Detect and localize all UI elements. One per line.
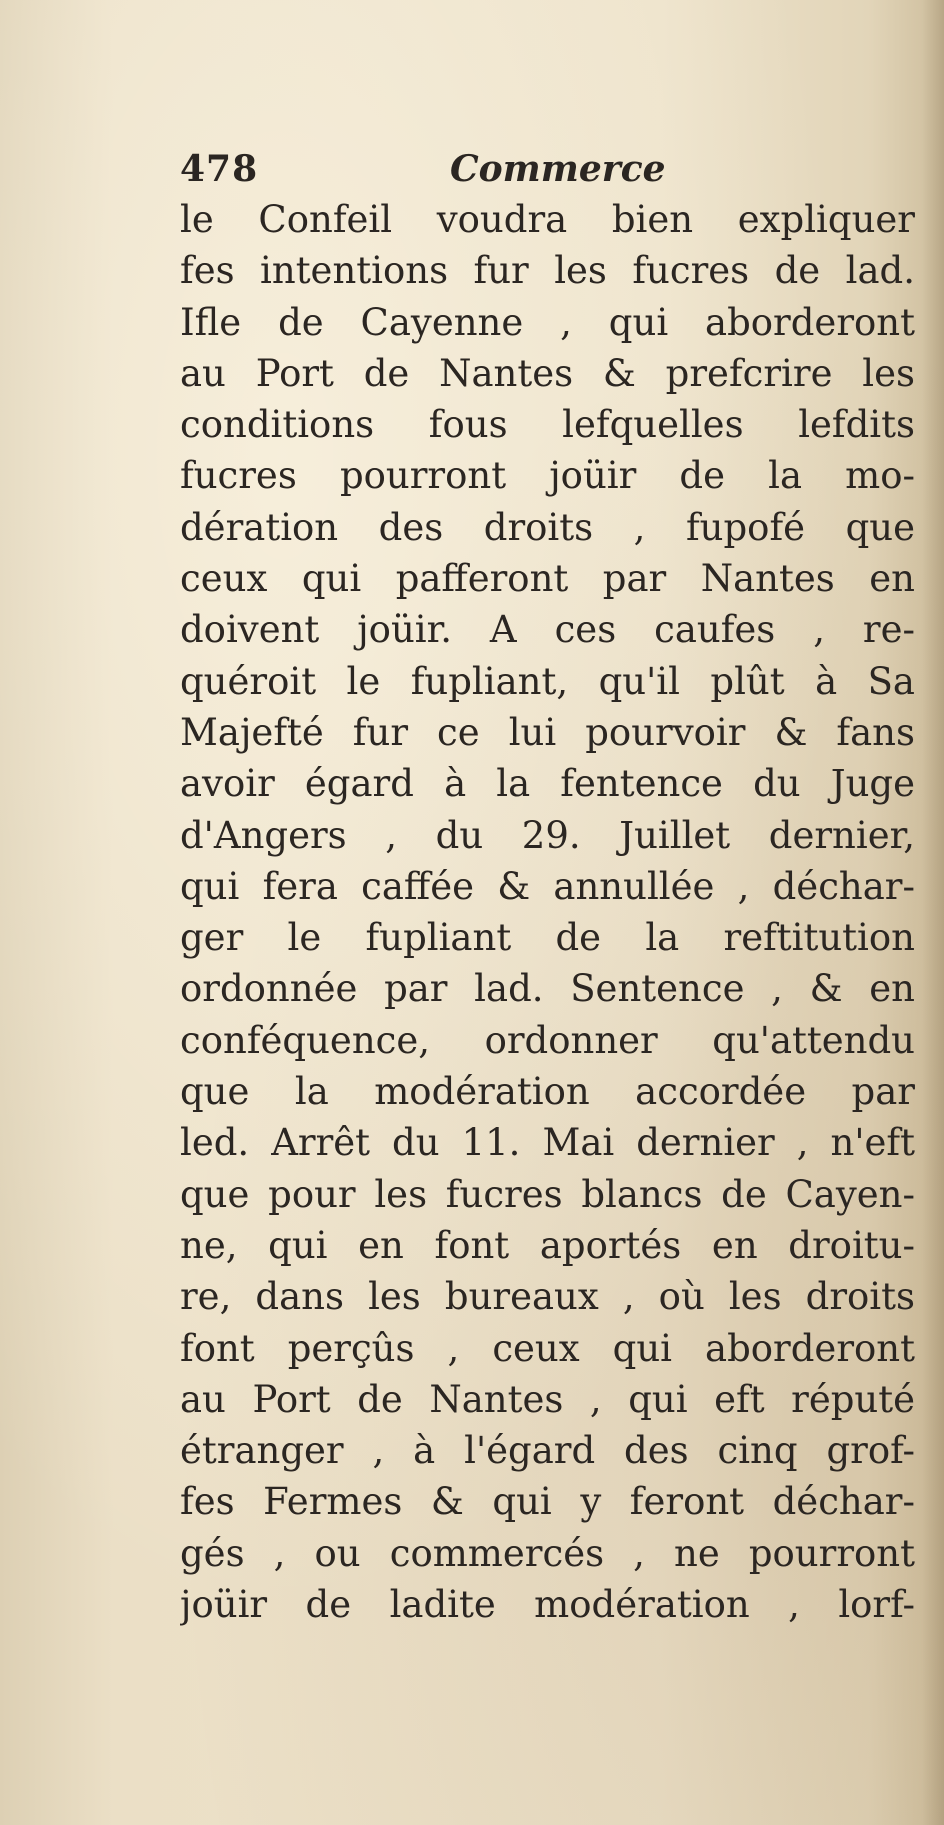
body-text	[180, 194, 915, 1630]
text-line: conféquence, ordonner qu'attendu	[180, 1018, 915, 1062]
text-line: re, dans les bureaux , où les droits	[180, 1275, 915, 1319]
text-line: fucres pourront joüir de la mo-	[180, 454, 915, 498]
text-line: fes intentions fur les fucres de lad.	[180, 249, 915, 293]
text-line: d'Angers , du 29. Juillet dernier,	[180, 813, 915, 857]
page-gutter-shadow	[922, 0, 944, 1825]
text-line: doivent joüir. A ces caufes , re-	[180, 608, 915, 652]
text-line: le Confeil voudra bien expliquer	[180, 198, 915, 241]
text-line: au Port de Nantes & prefcrire les	[180, 351, 915, 395]
text-line: font perçûs , ceux qui aborderont	[180, 1326, 915, 1370]
text-line: led. Arrêt du 11. Mai dernier , n'eft	[180, 1121, 915, 1165]
text-line: Majefté fur ce lui pourvoir & fans	[180, 710, 915, 754]
running-title: Commerce	[450, 148, 666, 190]
text-line: qui fera caffée & annullée , déchar-	[180, 864, 915, 908]
text-line: que la modération accordée par	[180, 1070, 915, 1114]
text-line: ger le fupliant de la reftitution	[180, 916, 915, 960]
text-line: gés , ou commercés , ne pourront	[180, 1531, 915, 1575]
text-line: étranger , à l'égard des cinq grof-	[180, 1429, 915, 1473]
running-head	[180, 148, 680, 194]
text-line: ordonnée par lad. Sentence , & en	[180, 967, 915, 1011]
text-line: conditions fous lefquelles lefdits	[180, 403, 915, 447]
text-line: que pour les fucres blancs de Cayen-	[180, 1172, 915, 1216]
text-line: fes Fermes & qui y feront déchar-	[180, 1480, 915, 1524]
text-line: Ifle de Cayenne , qui aborderont	[180, 300, 915, 344]
page-number: 478	[180, 148, 259, 190]
text-line: avoir égard à la fentence du Juge	[180, 762, 915, 806]
text-line: ceux qui pafferont par Nantes en	[180, 557, 915, 601]
text-line: quéroit le fupliant, qu'il plût à Sa	[180, 659, 915, 703]
text-line: joüir de ladite modération , lorf-	[180, 1583, 915, 1627]
text-line: dération des droits , fupofé que	[180, 505, 915, 549]
text-line: ne, qui en font aportés en droitu-	[180, 1223, 915, 1267]
text-line: au Port de Nantes , qui eft réputé	[180, 1377, 915, 1421]
